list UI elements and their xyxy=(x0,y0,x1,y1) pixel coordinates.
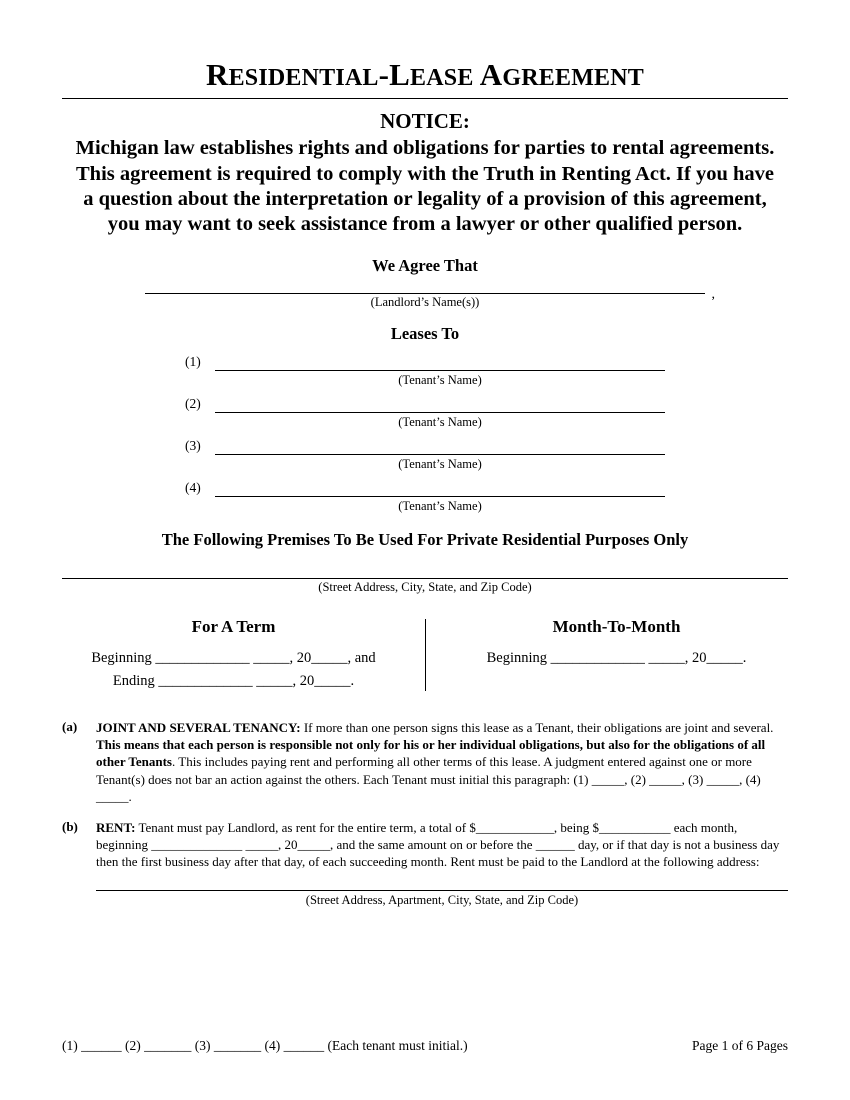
premises-heading: The Following Premises To Be Used For Private Residential Purposes Only xyxy=(161,529,689,549)
page-footer xyxy=(62,1038,788,1054)
clause-heading: RENT: xyxy=(96,819,136,835)
clause-rent xyxy=(62,819,788,909)
page-title-line2: AGREEMENT xyxy=(479,57,645,92)
premises-address-rule xyxy=(62,570,788,579)
tenant-name-input[interactable] xyxy=(215,483,665,497)
clause-label: (a) xyxy=(62,719,78,735)
for-a-term-ending-line[interactable]: Ending _____________ _____, 20_____. xyxy=(112,672,355,689)
clause-body xyxy=(96,819,788,909)
clause-text-bold: This means that each person is responsible not only for his or her individual obligations, but also for the obligations of all other Tenants xyxy=(96,737,766,770)
premises-address-caption: (Street Address, City, State, and Zip Code) xyxy=(318,579,532,594)
tenant-name-caption: (Tenant’s Name) xyxy=(398,456,482,471)
tenant-name-input[interactable] xyxy=(215,441,665,455)
footer-initials[interactable]: (1) ______ (2) _______ (3) _______ (4) ______ (Each tenant must initial.) xyxy=(62,1038,468,1053)
for-a-term-column xyxy=(62,617,425,693)
footer-page-number: Page 1 of 6 Pages xyxy=(692,1038,788,1053)
clause-joint-and-several-tenancy xyxy=(62,719,788,805)
tenant-row[interactable] xyxy=(185,480,665,497)
tenant-name-caption: (Tenant’s Name) xyxy=(398,372,482,387)
month-to-month-beginning-line[interactable]: Beginning _____________ _____, 20_____. xyxy=(486,649,747,666)
tenant-name-caption: (Tenant’s Name) xyxy=(398,414,482,429)
term-section xyxy=(62,617,788,693)
tenant-row[interactable] xyxy=(185,438,665,455)
clauses-section xyxy=(62,719,788,909)
tenant-number: (3) xyxy=(185,437,201,453)
clause-text-part-1: Tenant must pay Landlord, as rent for the entire term, a total of $____________, being $___________ each month, beginning ______________ _____, 20_____, and the same amount on or before the ______ day, or if that day is not a business day then the first business day after that day, of each succeeding month. Rent must be paid to the Landlord at the following address: xyxy=(96,819,780,870)
clause-body xyxy=(96,719,788,805)
tenant-row[interactable] xyxy=(185,396,665,413)
document-content xyxy=(62,58,788,923)
tenant-row[interactable] xyxy=(185,354,665,371)
leases-to-heading: Leases To xyxy=(390,323,460,343)
tenant-number: (4) xyxy=(185,479,201,495)
landlord-trailing-comma: , xyxy=(711,286,715,302)
rent-payment-address-rule xyxy=(96,882,788,891)
tenant-name-input[interactable] xyxy=(215,399,665,413)
clause-label: (b) xyxy=(62,818,78,834)
tenant-name-input[interactable] xyxy=(215,357,665,371)
landlord-name-caption: (Landlord’s Name(s)) xyxy=(370,294,480,309)
rent-payment-address-caption: (Street Address, Apartment, City, State, and Zip Code) xyxy=(305,893,579,908)
tenant-number: (1) xyxy=(185,353,201,369)
title-divider xyxy=(62,98,788,99)
for-a-term-beginning-line[interactable]: Beginning _____________ _____, 20_____, and xyxy=(91,649,376,666)
tenant-fields xyxy=(185,354,665,514)
notice-body: Michigan law establishes rights and obligations for parties to rental agreements. This agreement is required to comply with the Truth in Renting Act. If you have a question about the interpretation or legality of a provision of this agreement, you may want to seek assistance from a lawyer or other qualified person. xyxy=(75,137,775,236)
for-a-term-heading: For A Term xyxy=(191,616,276,636)
clause-text-part-2: . This includes paying rent and performing all other terms of this lease. A judgment entered against one or more Tenant(s) does not bar an action against the others. Each Tenant must initial this paragraph: (1) _____, (2) _____, (3) _____, (4) _____. xyxy=(96,754,761,804)
month-to-month-heading: Month-To-Month xyxy=(552,616,681,636)
month-to-month-column xyxy=(425,617,788,693)
rent-payment-address-field[interactable] xyxy=(96,882,788,909)
clause-text-part-1: If more than one person signs this lease as a Tenant, their obligations are joint and several. xyxy=(300,720,774,736)
term-divider xyxy=(425,619,426,691)
we-agree-heading: We Agree That xyxy=(372,255,478,275)
page-title xyxy=(62,58,788,98)
tenant-name-caption: (Tenant’s Name) xyxy=(398,498,482,513)
notice-heading: NOTICE: xyxy=(380,109,470,134)
clause-heading: JOINT AND SEVERAL TENANCY: xyxy=(96,720,301,736)
landlord-name-field[interactable] xyxy=(145,286,715,310)
tenant-number: (2) xyxy=(185,395,201,411)
landlord-name-rule xyxy=(145,292,705,294)
premises-address-field[interactable] xyxy=(62,570,788,595)
page-title-line1: RESIDENTIAL-LEASE xyxy=(205,57,474,92)
